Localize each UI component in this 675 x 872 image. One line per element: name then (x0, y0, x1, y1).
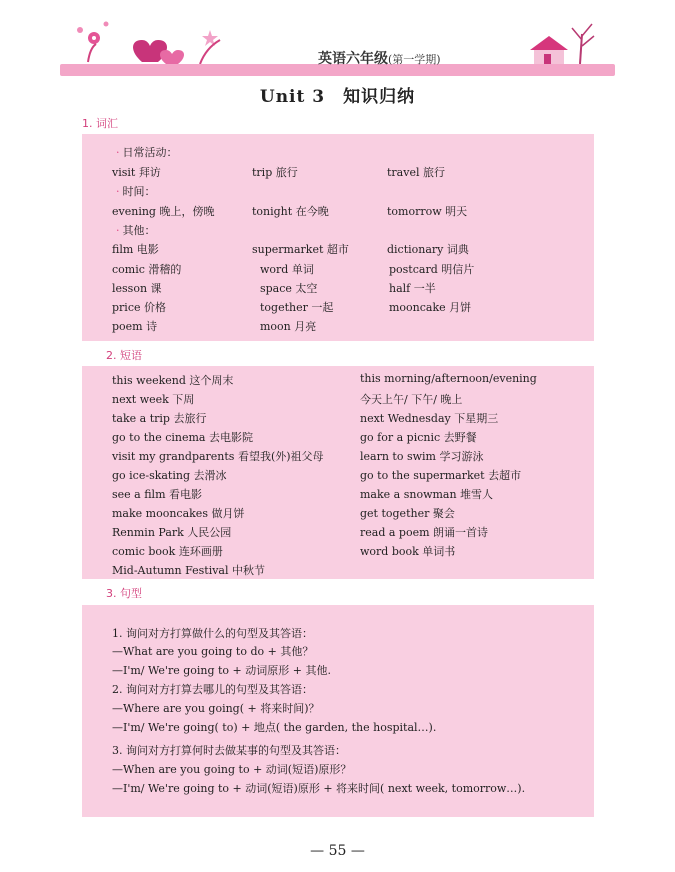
phrase-item: make a snowman 堆雪人 (360, 488, 494, 501)
sentences-panel (82, 605, 594, 817)
phrase-item: make mooncakes 做月饼 (112, 507, 245, 520)
phrase-item: go ice-skating 去滑冰 (112, 469, 227, 482)
sentence-line: —I'm/ We're going to + 动词(短语)原形 + 将来时间( next week, tomorrow…). (112, 782, 526, 795)
phrase-item: go to the supermarket 去超市 (360, 469, 522, 482)
sentence-line: —I'm/ We're going to + 动词原形 + 其他. (112, 664, 331, 677)
sentence-line: 3. 询问对方打算何时去做某事的句型及其答语： (112, 744, 346, 757)
vocab-item: evening 晚上，傍晚 (112, 205, 215, 218)
vocab-item: half 一半 (389, 282, 436, 295)
sentence-line: 1. 询问对方打算做什么的句型及其答语： (112, 627, 313, 640)
phrase-item: Mid-Autumn Festival 中秋节 (112, 564, 265, 577)
category-time: · 时间： (116, 185, 156, 198)
vocab-item: word 单词 (260, 263, 314, 276)
section-heading-sentences: 3. 句型 (106, 587, 142, 600)
header-banner (60, 18, 615, 76)
phrase-item: next Wednesday 下星期三 (360, 412, 499, 425)
flower-icon (77, 22, 109, 45)
vocab-item: tonight 在今晚 (252, 205, 329, 218)
section-heading-phrases: 2. 短语 (106, 349, 142, 362)
sentence-line: 2. 询问对方打算去哪儿的句型及其答语： (112, 683, 313, 696)
phrase-item: this weekend 这个周末 (112, 374, 234, 387)
sentence-line: —Where are you going( + 将来时间)？ (112, 702, 320, 715)
phrase-item: read a poem 朗诵一首诗 (360, 526, 489, 539)
phrase-item: go to the cinema 去电影院 (112, 431, 253, 444)
vocab-panel (82, 134, 594, 341)
phrase-item: learn to swim 学习游泳 (360, 450, 484, 463)
vocab-item: dictionary 词典 (387, 243, 469, 256)
vocab-item: price 价格 (112, 301, 166, 314)
phrase-item: get together 聚会 (360, 507, 455, 520)
phrases-panel (82, 366, 594, 579)
phrase-item: word book 单词书 (360, 545, 456, 558)
phrase-item: next week 下周 (112, 393, 195, 406)
vocab-item: postcard 明信片 (389, 263, 475, 276)
sentence-line: —I'm/ We're going( to) + 地点( the garden, the hospital…). (112, 721, 437, 734)
vocab-item: space 太空 (260, 282, 318, 295)
phrase-item: go for a picnic 去野餐 (360, 431, 477, 444)
bullet-icon: · (116, 146, 120, 159)
phrase-item: this morning/afternoon/evening (360, 372, 537, 385)
phrase-item: comic book 连环画册 (112, 545, 223, 558)
vocab-item: mooncake 月饼 (389, 301, 472, 314)
house-icon (530, 36, 568, 64)
phrase-item: take a trip 去旅行 (112, 412, 207, 425)
phrase-item: 今天上午/ 下午/ 晚上 (360, 393, 463, 406)
phrase-item: see a film 看电影 (112, 488, 202, 501)
category-other: · 其他： (116, 224, 156, 237)
tree-icon (572, 24, 594, 64)
vocab-item: visit 拜访 (112, 166, 161, 179)
bullet-icon: · (116, 224, 120, 237)
vocab-item: moon 月亮 (260, 320, 317, 333)
vocab-item: tomorrow 明天 (387, 205, 468, 218)
heart-icon (133, 40, 184, 64)
section-heading-vocab: 1. 词汇 (82, 117, 118, 130)
phrase-item: visit my grandparents 看望我(外)祖父母 (112, 450, 324, 463)
vocab-item: travel 旅行 (387, 166, 445, 179)
page-title: Unit 3 知识归纳 (259, 87, 416, 107)
vocab-item: lesson 课 (112, 282, 162, 295)
sentence-line: —What are you going to do + 其他？ (112, 645, 314, 658)
vocab-item: together 一起 (260, 301, 334, 314)
category-daily: · 日常活动： (116, 146, 178, 159)
bullet-icon: · (116, 185, 120, 198)
book-title: 英语六年级(第一学期) (318, 51, 441, 67)
vocab-item: supermarket 超市 (252, 243, 349, 256)
phrase-item: Renmin Park 人民公园 (112, 526, 232, 539)
sentence-line: —When are you going to + 动词(短语)原形？ (112, 763, 352, 776)
vocab-item: trip 旅行 (252, 166, 298, 179)
vocab-item: film 电影 (112, 243, 159, 256)
vocab-item: poem 诗 (112, 320, 158, 333)
vocab-item: comic 滑稽的 (112, 263, 182, 276)
page-number: — 55 — (310, 843, 365, 859)
